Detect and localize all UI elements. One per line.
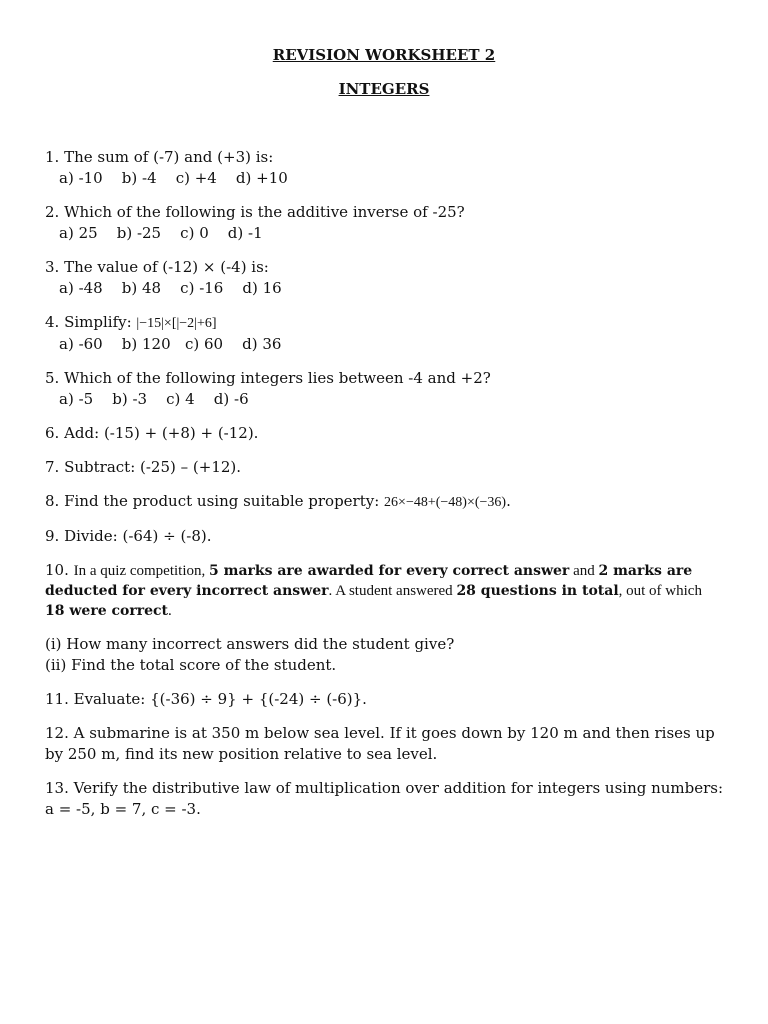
question-7 — [45, 457, 725, 478]
question-10-sub-ii: (ii) Find the total score of the student. — [45, 656, 337, 674]
question-11 — [45, 689, 725, 710]
question-10-subparts — [45, 634, 725, 676]
question-10-part-2: and — [569, 563, 599, 579]
question-10-part-5: . — [168, 603, 172, 619]
question-10-number: 10. — [45, 561, 74, 579]
question-5 — [45, 368, 725, 410]
question-10-text — [45, 560, 725, 621]
question-8 — [45, 491, 725, 513]
question-10-bold-4: 18 were correct — [45, 603, 168, 619]
question-10-sub-i: (i) How many incorrect answers did the student give? — [45, 635, 455, 653]
question-10-bold-2: 2 marks are deducted for every incorrect answer — [45, 563, 693, 599]
question-12-text: 12. A submarine is at 350 m below sea level. If it goes down by 120 m and then rises up by 250 m, find its new position relative to sea level. — [45, 724, 715, 763]
question-6-text: 6. Add: (-15) + (+8) + (-12). — [45, 424, 259, 442]
question-10-bold-3: 28 questions in total — [456, 583, 619, 599]
question-5-text: 5. Which of the following integers lies between -4 and +2? — [45, 369, 491, 387]
question-6 — [45, 423, 725, 444]
question-8-line — [45, 491, 725, 513]
question-8-text: 8. Find the product using suitable property: — [45, 492, 385, 510]
question-1-text: 1. The sum of (-7) and (+3) is: — [45, 148, 274, 166]
question-2-options: a) 25 b) -25 c) 0 d) -1 — [59, 224, 263, 242]
question-13-text: 13. Verify the distributive law of multiplication over addition for integers using numbers: a = -5, b = 7, c = -3. — [45, 779, 724, 818]
question-8-expression: 26×−48+(−48)×(−36) — [384, 495, 507, 510]
question-10-part-4: , out of which — [618, 583, 702, 599]
question-10-part-1: In a quiz competition, — [73, 563, 210, 579]
question-9-text: 9. Divide: (-64) ÷ (-8). — [45, 527, 212, 545]
question-13 — [45, 778, 725, 820]
question-3-text: 3. The value of (-12) × (-4) is: — [45, 258, 269, 276]
question-5-options: a) -5 b) -3 c) 4 d) -6 — [59, 390, 249, 408]
question-3 — [45, 257, 725, 299]
question-12 — [45, 723, 725, 765]
question-4-text: 4. Simplify: — [45, 313, 137, 331]
question-4 — [45, 312, 725, 355]
question-10 — [45, 560, 725, 621]
worksheet-title: REVISION WORKSHEET 2 — [272, 46, 496, 64]
question-list — [45, 147, 725, 833]
question-10-bold-1: 5 marks are awarded for every correct answer — [209, 563, 570, 579]
question-9 — [45, 526, 725, 547]
question-1 — [45, 147, 725, 189]
question-2 — [45, 202, 725, 244]
question-4-line — [45, 312, 725, 334]
question-3-options: a) -48 b) 48 c) -16 d) 16 — [59, 279, 282, 297]
question-8-end: . — [506, 492, 511, 510]
question-1-options: a) -10 b) -4 c) +4 d) +10 — [59, 169, 288, 187]
question-7-text: 7. Subtract: (-25) – (+12). — [45, 458, 242, 476]
question-2-text: 2. Which of the following is the additive inverse of -25? — [45, 203, 465, 221]
question-4-options: a) -60 b) 120 c) 60 d) 36 — [59, 335, 282, 353]
worksheet-subtitle: INTEGERS — [338, 80, 430, 98]
question-4-expression: |−15|×[|−2|+6] — [136, 316, 217, 331]
question-11-text: 11. Evaluate: {(-36) ÷ 9} + {(-24) ÷ (-6)}. — [45, 690, 367, 708]
question-10-part-3: . A student answered — [328, 583, 457, 599]
